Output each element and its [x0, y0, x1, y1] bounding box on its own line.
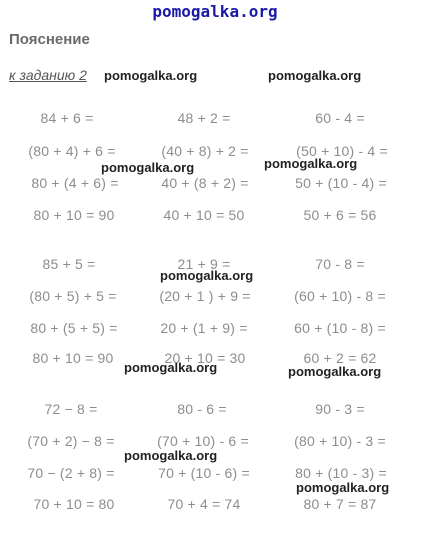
- watermark-text: pomogalka.org: [296, 480, 390, 495]
- expression: 80 + (5 + 5) =: [30, 320, 118, 336]
- expression: (50 + 10) - 4 =: [296, 143, 388, 159]
- expression: 21 + 9 =: [177, 256, 231, 272]
- page-heading: Пояснение: [9, 31, 90, 48]
- expression: 40 + 10 = 50: [163, 207, 245, 223]
- expression: 80 + 10 = 90: [32, 350, 114, 366]
- expression: 60 + 2 = 62: [303, 350, 377, 366]
- expression: (70 + 2) − 8 =: [27, 433, 115, 449]
- expression: (80 + 4) + 6 =: [28, 143, 116, 159]
- watermark-text: pomogalka.org: [101, 160, 195, 175]
- expression: 80 + (4 + 6) =: [31, 175, 119, 191]
- watermark-text: pomogalka.org: [104, 68, 198, 83]
- watermark-text: pomogalka.org: [124, 448, 218, 463]
- expression: (20 + 1 ) + 9 =: [159, 288, 251, 304]
- expression: 48 + 2 =: [177, 110, 231, 126]
- task-link[interactable]: к заданию 2: [9, 67, 87, 83]
- expression: 70 + 4 = 74: [167, 496, 241, 512]
- watermark-text: pomogalka.org: [268, 68, 362, 83]
- site-title-watermark: pomogalka.org: [152, 2, 278, 21]
- expression: (80 + 5) + 5 =: [29, 288, 117, 304]
- watermark-text: pomogalka.org: [160, 268, 254, 283]
- expression: 85 + 5 =: [42, 256, 96, 272]
- expression: 80 + (10 - 3) =: [295, 465, 387, 481]
- expression: 80 + 7 = 87: [303, 496, 377, 512]
- watermark-text: pomogalka.org: [264, 156, 358, 171]
- watermark-text: pomogalka.org: [124, 360, 218, 375]
- expression: 80 - 6 =: [177, 401, 227, 417]
- expression: 50 + 6 = 56: [303, 207, 377, 223]
- expression: (80 + 10) - 3 =: [294, 433, 386, 449]
- expression: 60 - 4 =: [315, 110, 365, 126]
- expression: 70 + (10 - 6) =: [158, 465, 250, 481]
- expression: 84 + 6 =: [40, 110, 94, 126]
- expression: 60 + (10 - 8) =: [294, 320, 386, 336]
- expression: 70 − (2 + 8) =: [27, 465, 115, 481]
- expression: 80 + 10 = 90: [33, 207, 115, 223]
- watermark-text: pomogalka.org: [288, 364, 382, 379]
- expression: 20 + (1 + 9) =: [160, 320, 248, 336]
- expression: 90 - 3 =: [315, 401, 365, 417]
- expression: (70 + 10) - 6 =: [157, 433, 249, 449]
- expression: 50 + (10 - 4) =: [295, 175, 387, 191]
- expression: 40 + (8 + 2) =: [161, 175, 249, 191]
- expression: 70 - 8 =: [315, 256, 365, 272]
- expression: 20 + 10 = 30: [164, 350, 246, 366]
- expression: 70 + 10 = 80: [33, 496, 115, 512]
- expression: (60 + 10) - 8 =: [294, 288, 386, 304]
- expression: 72 − 8 =: [44, 401, 98, 417]
- expression: (40 + 8) + 2 =: [161, 143, 249, 159]
